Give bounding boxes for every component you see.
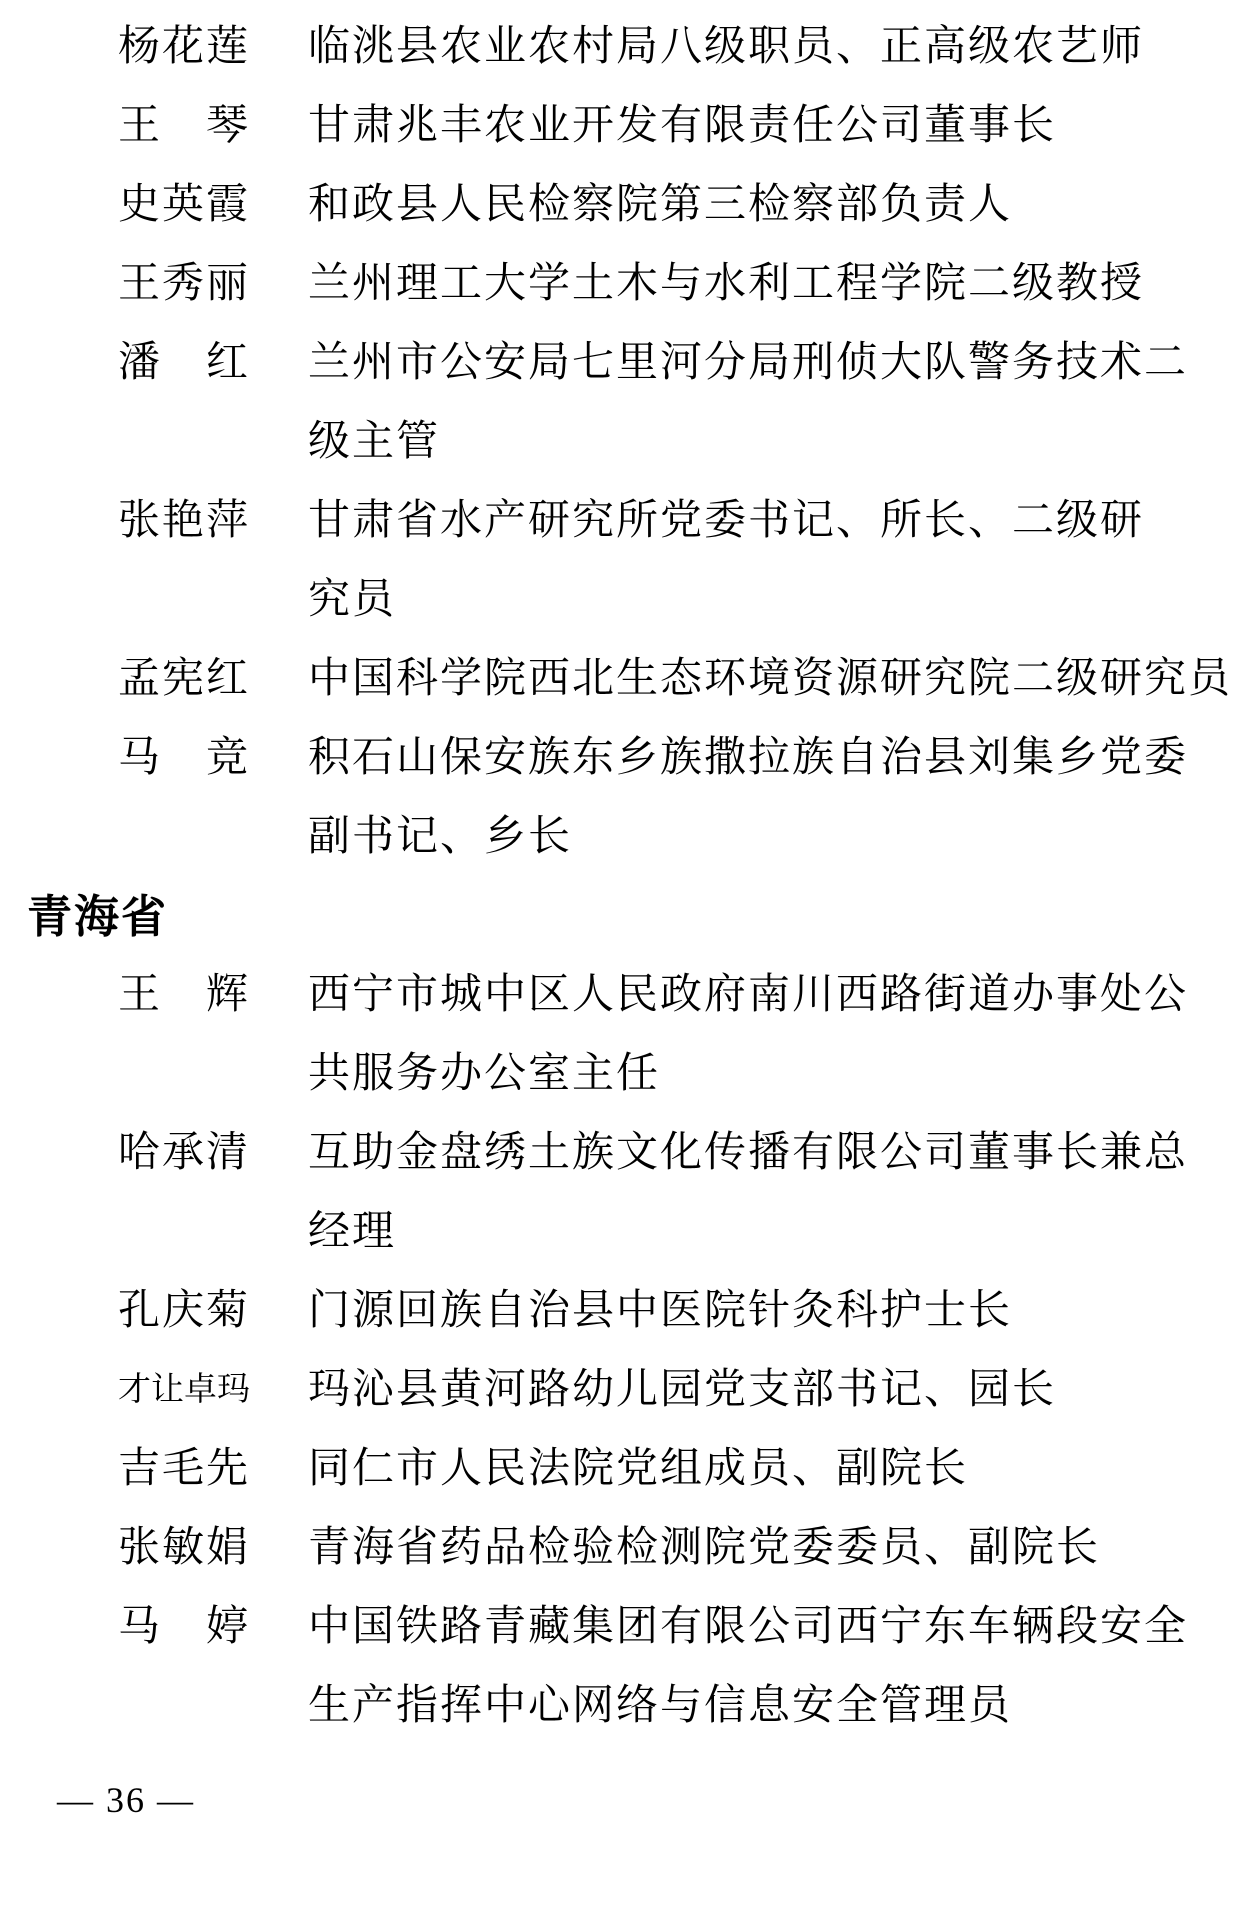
- list-item: [0, 640, 1242, 719]
- name-char: 张: [118, 1525, 161, 1571]
- name-char: 孟: [118, 656, 161, 702]
- person-title: [308, 1114, 1242, 1272]
- list-item: [0, 482, 1242, 640]
- name-char: 毛: [161, 1446, 204, 1492]
- title-line: 中国科学院西北生态环境资源研究院二级研究员: [308, 656, 1233, 702]
- person-title: [308, 482, 1242, 640]
- name-char: 菊: [205, 1288, 248, 1334]
- title-line: 兰州理工大学土木与水利工程学院二级教授: [308, 261, 1145, 307]
- name-char: 莲: [205, 24, 248, 70]
- person-title: [308, 1509, 1242, 1588]
- person-title: [308, 1430, 1242, 1509]
- name-char: 庆: [161, 1288, 204, 1334]
- person-name: [118, 1509, 248, 1588]
- person-title: [308, 1272, 1242, 1351]
- list-item: [0, 719, 1242, 877]
- title-line: 青海省药品检验检测院党委委员、副院长: [308, 1525, 1101, 1571]
- name-char: 娟: [205, 1525, 248, 1571]
- list-item: [0, 8, 1242, 87]
- name-char: 张: [118, 498, 161, 544]
- title-line: 兰州市公安局七里河分局刑侦大队警务技术二: [308, 340, 1189, 386]
- title-line: 门源回族自治县中医院针灸科护士长: [308, 1288, 1013, 1334]
- list-item: [0, 1272, 1242, 1351]
- person-name: [118, 166, 248, 245]
- person-name: [118, 324, 248, 403]
- section-heading: 青海省: [27, 891, 169, 942]
- title-line: 甘肃兆丰农业开发有限责任公司董事长: [308, 103, 1057, 149]
- title-line: 副书记、乡长: [308, 814, 573, 860]
- title-line: 经理: [308, 1209, 397, 1255]
- person-name: [118, 1114, 248, 1193]
- person-name: [118, 1272, 248, 1351]
- title-line: 中国铁路青藏集团有限公司西宁东车辆段安全: [308, 1604, 1189, 1650]
- name-char: 卓: [184, 1372, 217, 1408]
- name-char: 宪: [161, 656, 204, 702]
- name-char: 霞: [205, 182, 248, 228]
- person-name: [118, 245, 248, 324]
- name-char: 红: [205, 340, 248, 386]
- name-char: 吉: [118, 1446, 161, 1492]
- person-name: [118, 87, 248, 166]
- name-char: 马: [118, 735, 161, 781]
- title-line: 同仁市人民法院党组成员、副院长: [308, 1446, 969, 1492]
- name-char: 王: [118, 972, 161, 1018]
- name-char: 琴: [205, 103, 248, 149]
- list-item: [0, 956, 1242, 1114]
- name-char: 玛: [217, 1372, 250, 1408]
- name-char: 辉: [205, 972, 248, 1018]
- person-name: [118, 8, 248, 87]
- name-char: 秀: [161, 261, 204, 307]
- title-line: 究员: [308, 577, 397, 623]
- page-number: — 36 —: [57, 1780, 195, 1820]
- person-title: [308, 1588, 1242, 1746]
- person-name: [118, 1430, 248, 1509]
- name-char: 萍: [205, 498, 248, 544]
- list-item: [0, 1509, 1242, 1588]
- person-name: [118, 1351, 248, 1430]
- person-name: [118, 1588, 248, 1667]
- name-char: 史: [118, 182, 161, 228]
- list-item: [0, 1430, 1242, 1509]
- list-item: [0, 1114, 1242, 1272]
- name-char: 丽: [205, 261, 248, 307]
- name-char: 竞: [205, 735, 248, 781]
- title-line: 共服务办公室主任: [308, 1051, 661, 1097]
- title-line: 和政县人民检察院第三检察部负责人: [308, 182, 1013, 228]
- person-title: [308, 8, 1242, 87]
- name-char: 王: [118, 103, 161, 149]
- title-line: 级主管: [308, 419, 441, 465]
- person-name: [118, 482, 248, 561]
- person-title: [308, 956, 1242, 1114]
- name-char: 英: [161, 182, 204, 228]
- name-char: 杨: [118, 24, 161, 70]
- person-name: [118, 956, 248, 1035]
- name-char: 花: [161, 24, 204, 70]
- person-title: [308, 640, 1242, 719]
- name-char: 让: [151, 1372, 184, 1408]
- person-name: [118, 640, 248, 719]
- person-title: [308, 324, 1242, 482]
- title-line: 玛沁县黄河路幼儿园党支部书记、园长: [308, 1367, 1057, 1413]
- page-footer: [57, 1770, 1242, 1830]
- name-char: 艳: [161, 498, 204, 544]
- name-char: 敏: [161, 1525, 204, 1571]
- name-char: 王: [118, 261, 161, 307]
- list-item: [0, 87, 1242, 166]
- person-title: [308, 719, 1242, 877]
- award-list: [0, 8, 1242, 1746]
- name-char: 红: [205, 656, 248, 702]
- person-title: [308, 166, 1242, 245]
- name-char: 哈: [118, 1130, 161, 1176]
- person-title: [308, 245, 1242, 324]
- list-item: [0, 1351, 1242, 1430]
- list-item: [0, 324, 1242, 482]
- list-item: [0, 166, 1242, 245]
- person-title: [308, 87, 1242, 166]
- list-item: [0, 1588, 1242, 1746]
- title-line: 甘肃省水产研究所党委书记、所长、二级研: [308, 498, 1145, 544]
- name-char: 承: [161, 1130, 204, 1176]
- name-char: 潘: [118, 340, 161, 386]
- person-title: [308, 1351, 1242, 1430]
- name-char: 先: [205, 1446, 248, 1492]
- name-char: 孔: [118, 1288, 161, 1334]
- list-item: [0, 245, 1242, 324]
- name-char: 才: [118, 1372, 151, 1408]
- title-line: 西宁市城中区人民政府南川西路街道办事处公: [308, 972, 1189, 1018]
- name-char: 清: [205, 1130, 248, 1176]
- title-line: 积石山保安族东乡族撒拉族自治县刘集乡党委: [308, 735, 1189, 781]
- name-char: 马: [118, 1604, 161, 1650]
- person-name: [118, 719, 248, 798]
- title-line: 生产指挥中心网络与信息安全管理员: [308, 1683, 1013, 1729]
- title-line: 互助金盘绣土族文化传播有限公司董事长兼总: [308, 1130, 1189, 1176]
- title-line: 临洮县农业农村局八级职员、正高级农艺师: [308, 24, 1145, 70]
- name-char: 婷: [205, 1604, 248, 1650]
